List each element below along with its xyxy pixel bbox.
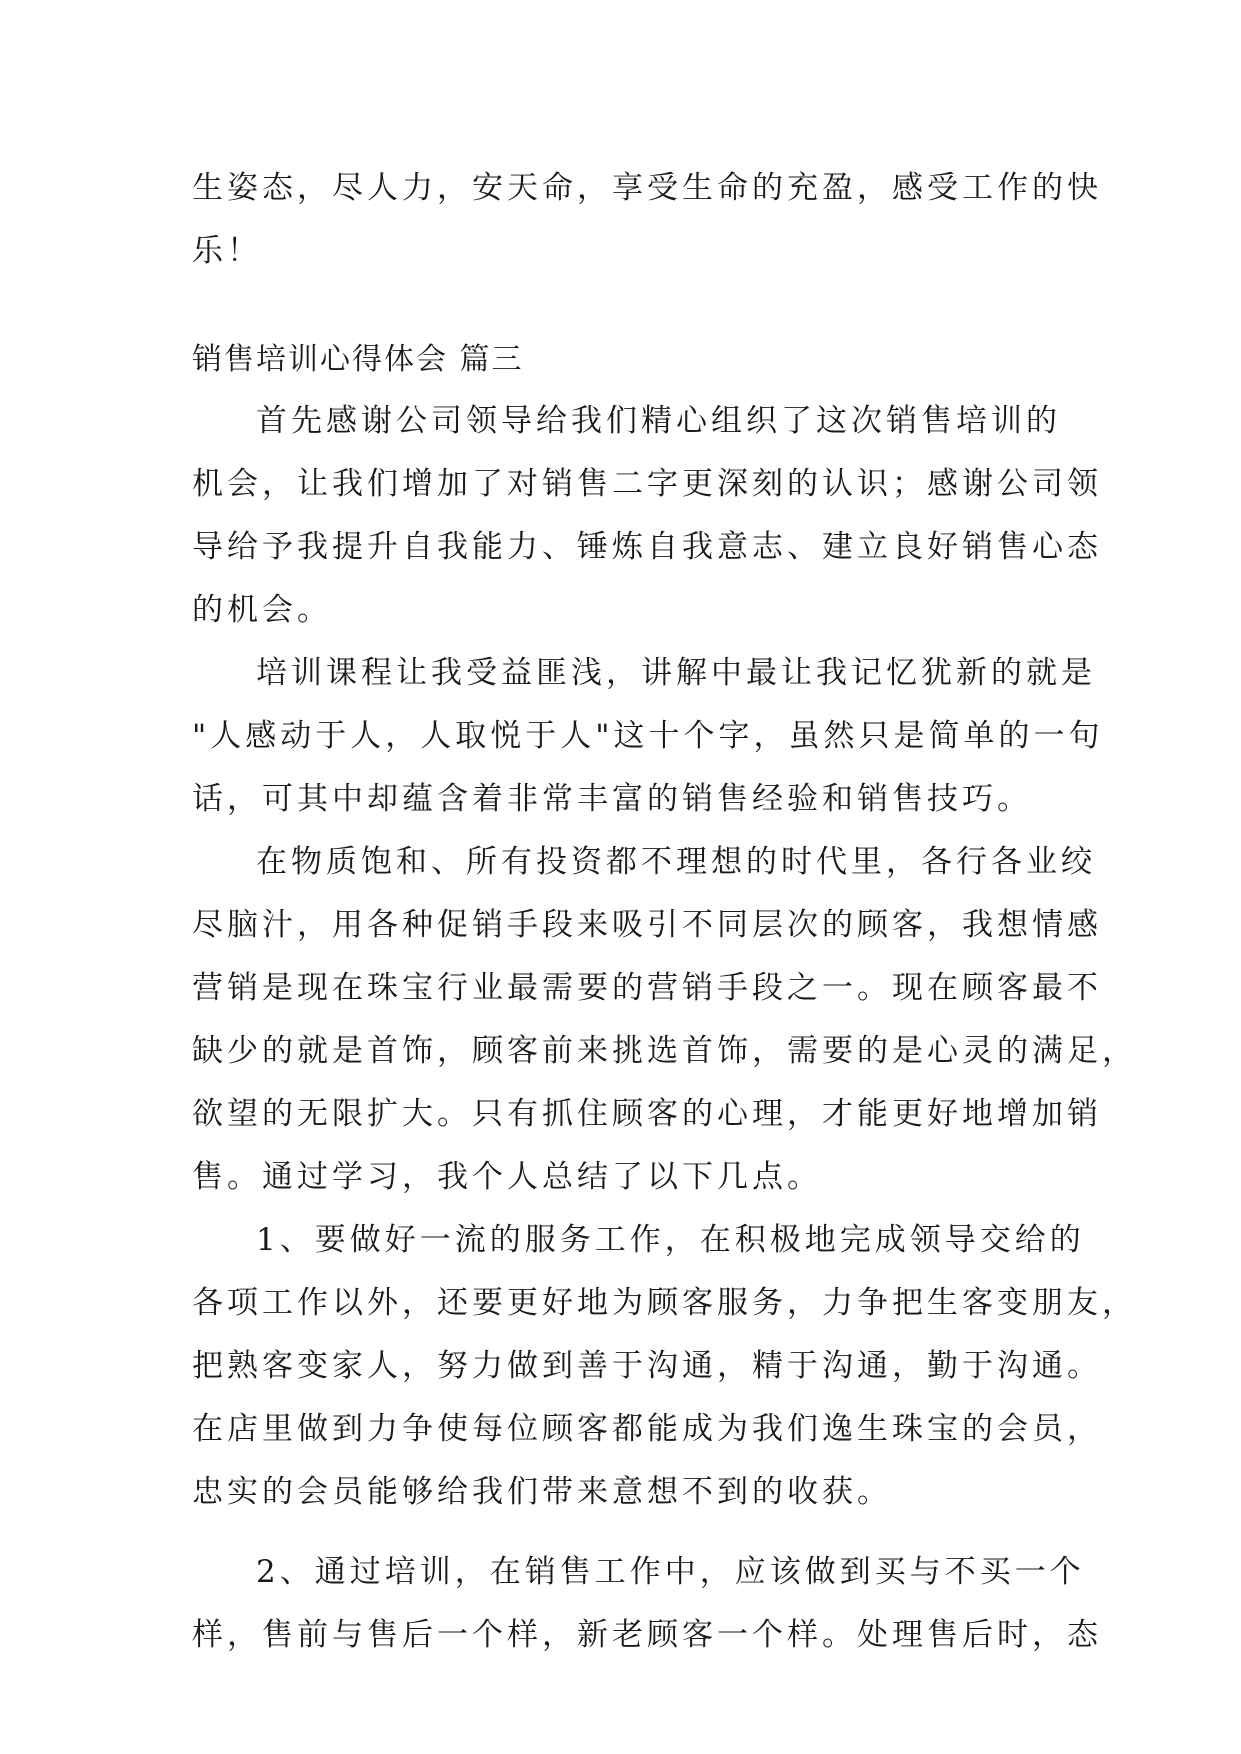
text-line: 缺少的就是首饰，顾客前来挑选首饰，需要的是心灵的满足， [192,1033,1137,1069]
text-line: 导给予我提升自我能力、锤炼自我意志、建立良好销售心态 [192,529,1102,565]
text-line: 机会，让我们增加了对销售二字更深刻的认识；感谢公司领 [192,466,1102,502]
text-line: 在物质饱和、所有投资都不理想的时代里，各行各业绞 [256,844,1096,880]
text-line: 在店里做到力争使每位顾客都能成为我们逸生珠宝的会员， [192,1411,1102,1447]
text-line: 话，可其中却蕴含着非常丰富的销售经验和销售技巧。 [192,781,1032,817]
text-line: 各项工作以外，还要更好地为顾客服务，力争把生客变朋友， [192,1285,1137,1321]
text-line: 尽脑汁，用各种促销手段来吸引不同层次的顾客，我想情感 [192,907,1102,943]
text-line: 欲望的无限扩大。只有抓住顾客的心理，才能更好地增加销 [192,1096,1102,1132]
text-line: 2、通过培训，在销售工作中，应该做到买与不买一个 [256,1554,1085,1590]
text-line: 营销是现在珠宝行业最需要的营销手段之一。现在顾客最不 [192,970,1102,1006]
text-line: 忠实的会员能够给我们带来意想不到的收获。 [192,1474,892,1510]
text-line: 1、要做好一流的服务工作，在积极地完成领导交给的 [256,1222,1085,1258]
section-heading: 销售培训心得体会 篇三 [192,342,524,377]
text-line: 乐！ [192,233,262,269]
text-line: 生姿态，尽人力，安天命，享受生命的充盈，感受工作的快 [192,170,1102,206]
text-line: 首先感谢公司领导给我们精心组织了这次销售培训的 [256,403,1061,439]
text-line: "人感动于人，人取悦于人"这十个字，虽然只是简单的一句 [192,718,1104,754]
text-line: 售。通过学习，我个人总结了以下几点。 [192,1159,822,1195]
text-line: 的机会。 [192,592,332,628]
text-line: 培训课程让我受益匪浅，讲解中最让我记忆犹新的就是 [256,655,1096,691]
text-line: 把熟客变家人，努力做到善于沟通，精于沟通，勤于沟通。 [192,1348,1102,1384]
text-line: 样，售前与售后一个样，新老顾客一个样。处理售后时，态 [192,1617,1102,1653]
